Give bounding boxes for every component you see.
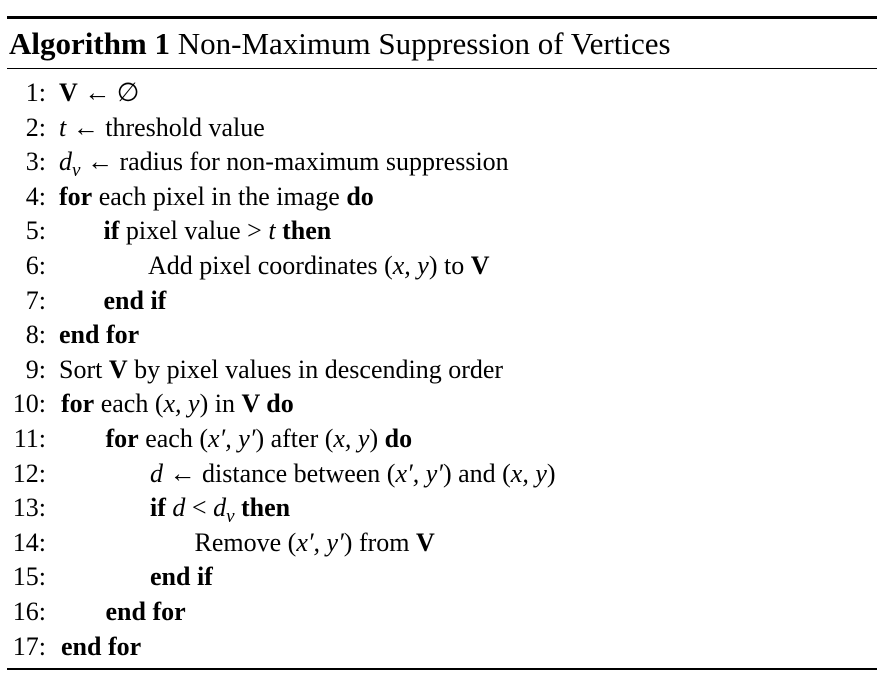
code-text: <	[185, 493, 214, 523]
algorithm-lines	[7, 69, 877, 664]
algorithm-line	[7, 422, 877, 457]
keyword: end for	[105, 597, 186, 626]
algorithm-line	[7, 595, 877, 630]
code-text: ) and (	[442, 458, 511, 488]
line-number: 1:	[25, 78, 46, 108]
code-text: Add pixel coordinates (	[148, 251, 393, 281]
algorithm-line	[7, 180, 877, 215]
bottom-rule	[7, 668, 877, 670]
keyword: for	[59, 181, 93, 211]
line-number: 16:	[12, 597, 46, 626]
keyword: for	[105, 424, 139, 454]
line-code	[59, 76, 139, 111]
line-code	[59, 353, 503, 388]
keyword: V	[470, 251, 490, 281]
line-code	[59, 318, 139, 353]
code-text: Sort	[59, 354, 109, 384]
algorithm-line	[7, 111, 877, 146]
line-code	[148, 249, 490, 284]
code-text: ) in	[199, 389, 242, 419]
keyword: end for	[61, 631, 142, 661]
code-text: by pixel values in descending order	[127, 354, 504, 384]
math-symbol: d	[150, 458, 163, 488]
code-text: Remove (	[194, 527, 297, 557]
line-number: 15:	[12, 562, 46, 592]
math-symbol: x, y	[163, 389, 200, 419]
keyword: do	[346, 181, 374, 211]
math-symbol: x, y	[392, 251, 429, 281]
math-symbol: x, y	[333, 424, 370, 454]
keyword: V	[108, 354, 128, 384]
math-symbol: d	[213, 493, 227, 523]
line-code	[150, 560, 213, 595]
algorithm-line	[7, 560, 877, 595]
math-subscript: v	[72, 160, 81, 182]
line-number: 9:	[25, 354, 46, 384]
math-symbol: x′, y′	[207, 424, 256, 454]
line-number: 12:	[12, 458, 46, 488]
line-number: 11:	[13, 424, 46, 454]
code-text: ) to	[428, 251, 471, 281]
code-text: each (	[94, 389, 164, 419]
math-symbol: x, y	[510, 458, 547, 488]
line-number: 3:	[25, 147, 46, 177]
line-code	[59, 111, 265, 146]
line-number: 7:	[25, 285, 46, 315]
line-number: 13:	[12, 493, 46, 523]
math-symbol: d	[172, 493, 186, 523]
code-text: )	[369, 424, 385, 454]
line-number: 17:	[12, 631, 46, 661]
keyword: if	[150, 493, 166, 523]
algorithm-title: Non-Maximum Suppression of Vertices	[177, 25, 671, 61]
line-code	[59, 180, 374, 215]
line-number: 14:	[12, 527, 46, 557]
code-text: each pixel in the image	[92, 181, 347, 211]
line-number: 5:	[25, 216, 46, 246]
math-symbol: t	[268, 216, 276, 246]
math-symbol: t	[59, 112, 67, 142]
line-number: 2:	[25, 112, 46, 142]
code-text: ← ∅	[77, 78, 140, 108]
keyword: if	[103, 216, 120, 246]
algorithm-line	[7, 318, 877, 353]
code-text: pixel value >	[119, 216, 269, 246]
algorithm-line	[7, 526, 877, 561]
algorithm-line	[7, 145, 877, 180]
math-subscript: v	[226, 506, 235, 528]
algorithm-line	[7, 249, 877, 284]
keyword: V	[415, 527, 435, 557]
algorithm-line	[7, 284, 877, 319]
algorithm-line	[7, 353, 877, 388]
line-code	[106, 422, 413, 457]
math-symbol: x′, y′	[395, 458, 443, 488]
algorithm-line	[7, 457, 877, 492]
code-text: )	[546, 458, 556, 488]
keyword: V	[59, 78, 78, 108]
code-text: ← threshold value	[66, 112, 265, 142]
code-text: ← radius for non-maximum suppression	[80, 147, 509, 177]
line-number: 8:	[25, 320, 46, 350]
algorithm-label: Algorithm 1	[9, 25, 171, 61]
keyword: for	[61, 389, 95, 419]
keyword: do	[384, 424, 413, 454]
line-code	[195, 526, 435, 561]
line-number: 6:	[25, 251, 46, 281]
math-symbol: x′, y′	[296, 527, 344, 557]
line-code	[104, 214, 332, 249]
line-code	[106, 595, 186, 630]
algorithm-line	[7, 630, 877, 665]
line-code	[61, 387, 294, 422]
math-symbol: d	[59, 147, 72, 177]
keyword: then	[275, 216, 332, 246]
line-code	[61, 630, 141, 665]
keyword: end if	[150, 562, 213, 592]
code-text: ← distance between (	[163, 458, 396, 488]
algorithm-line	[7, 491, 877, 526]
algorithm-block	[7, 16, 877, 664]
algorithm-line	[7, 214, 877, 249]
keyword: end if	[103, 285, 167, 315]
line-code	[150, 457, 556, 492]
line-code	[104, 284, 167, 319]
code-text: ) after (	[255, 424, 334, 454]
algorithm-caption	[7, 19, 877, 68]
algorithm-line	[7, 76, 877, 111]
line-number: 4:	[25, 181, 46, 211]
keyword: V do	[241, 389, 294, 419]
code-text: each (	[138, 424, 208, 454]
keyword: end for	[59, 320, 140, 350]
keyword: then	[234, 493, 291, 523]
line-number: 10:	[12, 389, 46, 419]
algorithm-line	[7, 387, 877, 422]
code-text: ) from	[343, 527, 416, 557]
